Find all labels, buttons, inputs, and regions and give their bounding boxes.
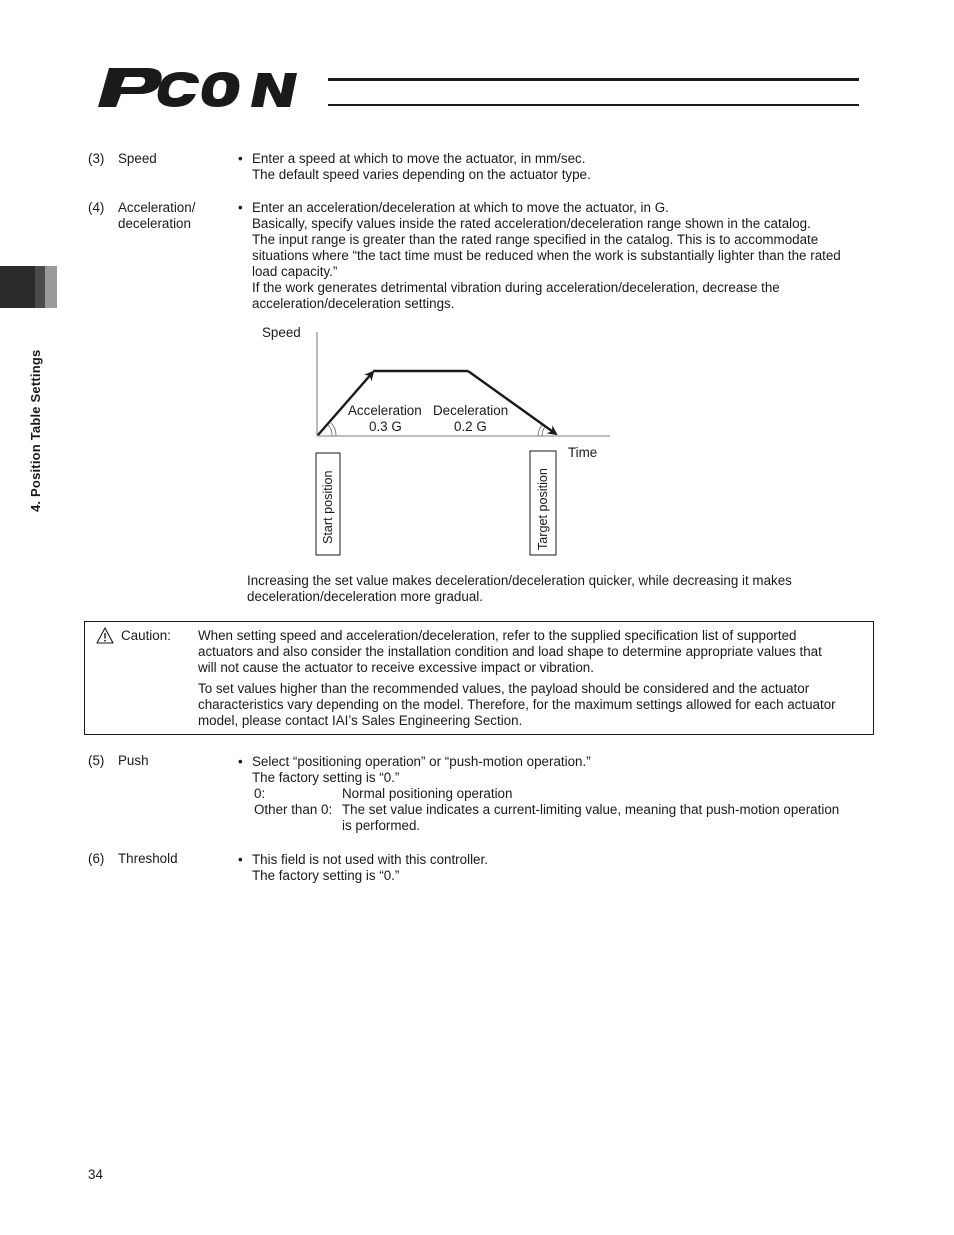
header-rule-top [328, 78, 859, 81]
push-description: Select “positioning operation” or “push-motion operation.” The factory setting is “0.” [252, 754, 591, 785]
item-number-threshold: (6) [88, 851, 105, 866]
push-option-1-key: Other than 0: [254, 802, 333, 817]
chapter-tab-light [45, 266, 57, 308]
decel-label: Deceleration [433, 403, 509, 418]
item-label-threshold: Threshold [118, 851, 178, 866]
threshold-description: This field is not used with this controller. The factory setting is “0.” [252, 852, 488, 883]
push-option-1-value: The set value indicates a current-limiting value, meaning that push-motion operation is performed. [342, 802, 840, 833]
x-axis-label: Time [568, 445, 598, 460]
caution-paragraph-1: When setting speed and acceleration/deceleration, refer to the supplied specification list of supported actuators and also consider the installation condition and load shape to determine appropriate values that will not cause the actuator to receive excessive impact or vibration. [198, 628, 822, 675]
caution-label: Caution: [121, 628, 171, 643]
page-number: 34 [88, 1167, 103, 1182]
push-option-0-value: Normal positioning operation [342, 786, 513, 801]
item-label-push: Push [118, 753, 149, 768]
bullet-speed: • [238, 151, 243, 166]
section-side-label: 4. Position Table Settings [28, 349, 43, 512]
bullet-threshold: • [238, 852, 243, 867]
bullet-push: • [238, 754, 243, 769]
chapter-tab-dark [0, 266, 35, 308]
decel-value: 0.2 G [454, 419, 487, 434]
decel-angle-arc-2 [538, 425, 542, 436]
header-rule-bottom [328, 104, 859, 106]
caution-paragraph-2: To set values higher than the recommended values, the payload should be considered and the actuator characteristics vary depending on the model. Therefore, for the maximum settings allowed for each actuator model, please contact IAI’s Sales Engineering Section. [198, 681, 836, 728]
speed-time-diagram [240, 322, 640, 562]
y-axis-label: Speed [262, 325, 301, 340]
item-label-accel: Acceleration/ deceleration [118, 200, 196, 231]
item-number-accel: (4) [88, 200, 105, 215]
accel-description: Enter an acceleration/deceleration at which to move the actuator, in G. Basically, specify values inside the rated acceleration/deceleration range shown in the catalog. The input range is greater than the rated range specified in the catalog. This is to accommodate situations where “the tact time must be reduced when the work is substantially lighter than the rated load capacity.” If the work generates detrimental vibration during acceleration/deceleration, decrease the acceleration/deceleration settings. [252, 200, 841, 311]
chart-explanation: Increasing the set value makes deceleration/deceleration quicker, while decreasing it makes deceleration/deceleration more gradual. [247, 573, 792, 604]
target-position-label: Target position [536, 468, 550, 550]
item-label-speed: Speed [118, 151, 157, 166]
accel-value: 0.3 G [369, 419, 402, 434]
accel-angle-arc [328, 425, 332, 436]
pcon-logo [95, 64, 335, 110]
push-option-0-key: 0: [254, 786, 266, 801]
start-position-label: Start position [321, 470, 335, 544]
decel-angle-arc [542, 427, 545, 436]
accel-label: Acceleration [348, 403, 422, 418]
item-number-push: (5) [88, 753, 105, 768]
chapter-tab-mid [35, 266, 45, 308]
warning-triangle-icon [96, 627, 114, 644]
bullet-accel: • [238, 200, 243, 215]
speed-description: Enter a speed at which to move the actuator, in mm/sec. The default speed varies depending on the actuator type. [252, 151, 591, 182]
item-number-speed: (3) [88, 151, 105, 166]
